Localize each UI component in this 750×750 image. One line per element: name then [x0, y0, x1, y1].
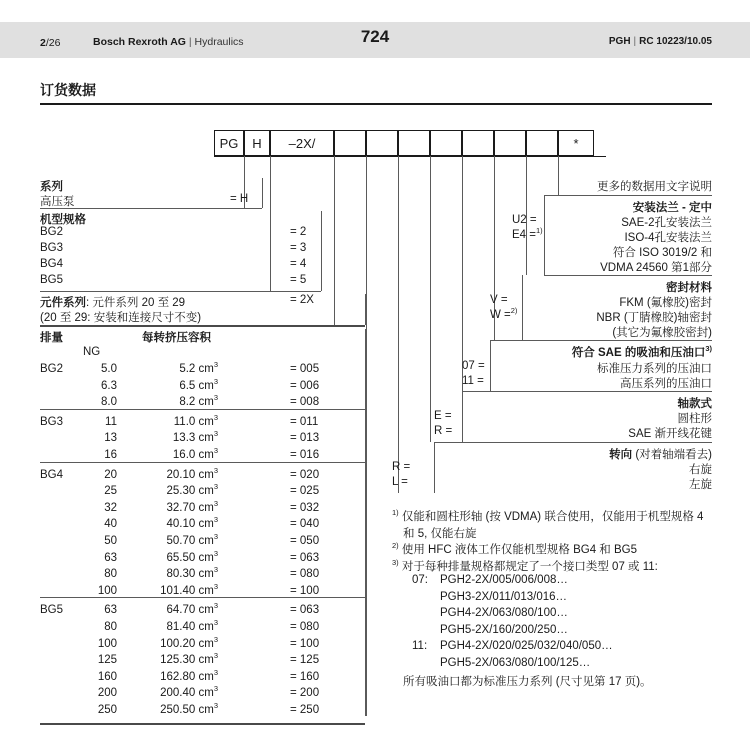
header-doc-reference	[609, 36, 712, 47]
displacement-ng-BG4-4: 50	[104, 535, 117, 547]
ports-label-07: 标准压力系列的压油口	[597, 363, 712, 375]
frame-size-rule	[40, 291, 321, 292]
displacement-ng-BG2-1: 6.3	[101, 379, 117, 392]
mounting-flange-code-U2	[512, 214, 537, 226]
displacement-ng-BG5-2: 100	[97, 637, 117, 650]
displacement-ng-BG4-1: 25	[104, 485, 117, 498]
displacement-volume-BG4-0: 20.10 $cm^3$	[166, 465, 218, 481]
displacement-code-BG3-2: = 016	[290, 449, 320, 461]
mounting-flange-label-E4: ISO-4孔安装法兰	[624, 232, 712, 244]
displacement-ng-BG5-5: 200	[97, 687, 117, 700]
seal-material-left-edge	[522, 275, 523, 340]
component-series-line1	[40, 294, 185, 310]
displacement-volume-BG5-4: 162.80 $cm^3$	[160, 667, 218, 683]
order-code-box-1[interactable]	[244, 130, 270, 156]
displacement-title: 排量	[40, 332, 63, 344]
displacement-volume-BG4-1: 25.30 $cm^3$	[166, 482, 218, 498]
port-detail-value-4: PGH4-2X/020/025/032/040/050…	[440, 640, 613, 652]
component-series-rest: : 元件系列 20 至 29	[86, 297, 186, 309]
ports-code-11: 11 =	[462, 375, 484, 387]
port-detail-value-1: PGH3-2X/011/013/016…	[440, 590, 568, 603]
displacement-ng-BG5-0: 63	[104, 604, 117, 617]
frame-size-code-BG3: = 3	[290, 242, 307, 254]
displacement-volume-BG3-2: 16.0 $cm^3$	[172, 446, 218, 461]
port-detail-code-4: 11:	[412, 640, 428, 652]
displacement-volume-column-title: 每转挤压容积	[142, 332, 211, 344]
displacement-ng-BG3-0: 11	[105, 415, 117, 428]
displacement-code-BG4-5: = 063	[290, 551, 320, 564]
ports-label-11: 高压系列的压油口	[620, 378, 712, 390]
order-code-box-4[interactable]	[366, 130, 398, 156]
displacement-group-rule-BG5	[40, 597, 365, 598]
component-series-line2: (20 至 29: 安装和连接尺寸不变)	[40, 312, 202, 324]
displacement-volume-BG4-5: 65.50 $cm^3$	[166, 548, 218, 564]
port-detail-code-0: 07:	[412, 574, 428, 586]
component-series-rule	[40, 325, 365, 327]
rotation-code-L: L =	[392, 476, 408, 488]
shaft-label-E: 圆柱形	[677, 413, 712, 425]
order-code-box-2-text: –2X/	[288, 135, 316, 151]
mounting-flange-code-U2-text: U2 =	[512, 214, 537, 226]
seal-material-code-V	[490, 294, 508, 306]
displacement-group-label-BG4: BG4	[40, 468, 64, 481]
shaft-code-R: R =	[434, 425, 453, 437]
header-document-code: RC 10223/10.05	[639, 36, 712, 47]
frame-size-code-BG2: = 2	[290, 226, 307, 238]
series-row-code: = H	[230, 193, 249, 205]
shaft-rule	[434, 442, 712, 443]
displacement-code-BG5-0: = 063	[290, 604, 320, 617]
displacement-volume-BG4-6: 80.30 $cm^3$	[166, 565, 218, 581]
order-code-box-7[interactable]	[462, 130, 494, 156]
component-series-box-right-edge	[365, 294, 366, 325]
leader-line-9	[558, 156, 559, 195]
frame-size-code-BG5: = 5	[290, 274, 307, 286]
displacement-ng-BG2-0: 5.0	[101, 363, 117, 375]
seal-material-footnote-ref: 2)	[510, 306, 518, 316]
displacement-ng-BG4-2: 32	[104, 501, 117, 514]
header-right-separator: |	[633, 36, 637, 47]
header-product-code: PGH	[608, 36, 631, 47]
order-code-box-0-text: PG	[219, 135, 239, 151]
port-detail-value-0: PGH2-2X/005/006/008…	[440, 574, 568, 586]
displacement-ng-BG3-1: 13	[104, 432, 117, 445]
displacement-group-rule-BG3	[40, 409, 365, 410]
displacement-ng-BG4-0: 20	[104, 468, 117, 481]
seal-material-code-W	[490, 306, 518, 321]
displacement-ng-BG4-3: 40	[104, 518, 117, 531]
port-detail-value-2: PGH4-2X/063/080/100…	[440, 607, 568, 619]
displacement-group-label-BG3: BG3	[40, 415, 64, 428]
leader-line-3	[366, 156, 367, 716]
displacement-volume-BG5-3: 125.30 $cm^3$	[160, 651, 218, 667]
port-detail-value-5: PGH5-2X/063/080/100/125…	[440, 656, 591, 669]
frame-size-label-BG2: BG2	[40, 226, 64, 238]
seal-material-title: 密封材料	[666, 282, 712, 294]
order-code-strip	[214, 130, 594, 156]
displacement-code-BG4-7: = 100	[290, 584, 320, 597]
section-title: 订货数据	[40, 82, 96, 98]
final-note: 所有吸油口都为标准压力系列 (尺寸见第 17 页)。	[403, 676, 652, 688]
displacement-code-BG5-1: = 080	[290, 621, 320, 633]
displacement-volume-BG5-0: 64.70 $cm^3$	[166, 601, 218, 617]
rotation-title-bold: 转向	[609, 449, 633, 461]
displacement-ng-BG5-6: 250	[97, 704, 117, 716]
header-division: Hydraulics	[194, 36, 244, 48]
displacement-code-BG4-3: = 040	[290, 518, 320, 531]
displacement-code-BG5-2: = 100	[290, 637, 320, 650]
header-company-name: Bosch Rexroth AG	[93, 36, 186, 48]
displacement-code-BG4-6: = 080	[290, 568, 320, 581]
frame-size-title: 机型规格	[40, 214, 86, 226]
port-detail-value-3: PGH5-2X/160/200/250…	[440, 623, 568, 636]
extra-data-text: 更多的数据用文字说明	[597, 181, 712, 193]
order-code-box-0[interactable]	[214, 130, 244, 156]
displacement-volume-BG2-2: 8.2 $cm^3$	[179, 393, 218, 409]
mounting-flange-label-U2: SAE-2孔安装法兰	[621, 217, 712, 229]
mounting-flange-note2: VDMA 24560 第1部分	[600, 262, 712, 274]
rotation-label-R: 右旋	[689, 464, 712, 476]
frame-size-label-BG5: BG5	[40, 274, 64, 286]
seal-material-rule	[490, 340, 712, 341]
displacement-code-BG2-2: = 008	[290, 396, 320, 409]
footnote-1-line-1: $^{1)}$ 仅能和圆柱形轴 (按 VDMA) 联合使用，仅能用于机型规格 4	[392, 508, 704, 523]
displacement-volume-BG4-3: 40.10 $cm^3$	[166, 515, 218, 531]
component-series-bold-label: 元件系列	[40, 297, 86, 309]
displacement-code-BG2-0: = 005	[290, 363, 320, 375]
displacement-code-BG5-4: = 160	[290, 670, 320, 683]
mounting-flange-note1: 符合 ISO 3019/2 和	[612, 247, 712, 259]
displacement-volume-BG5-6: 250.50 $cm^3$	[160, 701, 218, 716]
displacement-ng-BG2-2: 8.0	[101, 396, 117, 409]
shaft-code-E: E =	[434, 410, 452, 422]
displacement-volume-BG5-2: 100.20 $cm^3$	[160, 634, 218, 650]
header-separator: |	[188, 36, 192, 48]
order-code-box-10[interactable]	[558, 130, 594, 156]
seal-material-label-W: NBR (丁腈橡胶)轴密封	[596, 312, 712, 324]
order-code-box-6[interactable]	[430, 130, 462, 156]
mounting-flange-left-edge	[544, 195, 545, 275]
ports-title	[572, 344, 712, 360]
order-code-box-3[interactable]	[334, 130, 366, 156]
displacement-volume-BG4-4: 50.70 $cm^3$	[166, 532, 218, 547]
footnote-1-line-2: 和 5, 仅能右旋	[403, 527, 477, 540]
leader-line-2	[334, 156, 335, 325]
mounting-flange-code-E4	[512, 226, 543, 241]
displacement-volume-BG2-0: 5.2 $cm^3$	[179, 360, 218, 375]
displacement-code-BG4-2: = 032	[290, 501, 320, 514]
displacement-code-BG4-0: = 020	[290, 468, 320, 481]
order-code-box-8[interactable]	[494, 130, 526, 156]
rotation-title-rest: (对着轴端看去)	[632, 449, 712, 461]
header-page-total: /26	[45, 37, 61, 49]
displacement-ng-BG5-4: 160	[97, 670, 117, 683]
rotation-code-R: R =	[392, 461, 411, 473]
shaft-label-R: SAE 渐开线花键	[628, 428, 712, 440]
component-series-code: = 2X	[290, 294, 314, 306]
ports-rule	[462, 391, 712, 392]
ports-left-edge	[490, 340, 491, 391]
leader-line-6	[462, 156, 463, 391]
leader-line-4	[398, 156, 399, 493]
shaft-title: 轴款式	[677, 398, 712, 410]
header-page-number-center: 724	[360, 27, 390, 46]
order-code-underline	[214, 156, 606, 157]
displacement-volume-BG5-1: 81.40 $cm^3$	[166, 618, 218, 633]
rotation-title	[609, 446, 712, 462]
displacement-volume-BG4-2: 32.70 $cm^3$	[166, 498, 218, 514]
seal-material-label-V: FKM (氟橡胶)密封	[619, 297, 712, 309]
order-code-box-5[interactable]	[398, 130, 430, 156]
rotation-left-edge	[434, 442, 435, 493]
displacement-group-label-BG2: BG2	[40, 363, 64, 375]
seal-material-note: (其它为氟橡胶密封)	[612, 327, 712, 339]
footnote-2-line-1: $^{2)}$ 使用 HFC 液体工作仅能机型规格 BG4 和 BG5	[392, 541, 637, 556]
displacement-group-rule-BG4	[40, 462, 365, 463]
order-code-box-1-text: H	[252, 135, 262, 151]
order-code-box-9[interactable]	[526, 130, 558, 156]
ports-title-text: 符合 SAE 的吸油和压油口	[571, 347, 706, 359]
displacement-ng-BG5-1: 80	[104, 621, 117, 633]
footnote-3-line-1: $^{3)}$ 对于每种排量规格都规定了一个接口类型 07 或 11:	[392, 557, 658, 573]
series-box-right-edge	[262, 178, 263, 208]
displacement-code-BG4-1: = 025	[290, 485, 320, 498]
mounting-flange-code-E4-text: E4 =	[512, 229, 536, 241]
mounting-flange-title: 安装法兰 - 定中	[632, 202, 712, 214]
shaft-left-edge	[462, 391, 463, 442]
displacement-ng-BG4-5: 63	[104, 551, 117, 564]
displacement-ng-BG4-6: 80	[104, 568, 117, 581]
order-code-box-10-text: *	[573, 135, 579, 151]
extra-data-rule	[544, 195, 712, 196]
ports-code-07: 07 =	[462, 360, 485, 372]
series-row-label: 高压泵	[40, 196, 75, 208]
displacement-bottom-rule	[40, 723, 365, 725]
displacement-volume-BG4-7: 101.40 $cm^3$	[160, 581, 218, 597]
rotation-label-L: 左旋	[689, 479, 712, 491]
displacement-ng-column-header: NG	[83, 346, 101, 358]
displacement-code-BG4-4: = 050	[290, 535, 320, 547]
mounting-flange-footnote-ref: 1)	[535, 226, 543, 236]
section-title-rule	[40, 103, 712, 105]
displacement-box-right-edge	[365, 329, 366, 716]
displacement-ng-BG4-7: 100	[97, 584, 117, 597]
displacement-volume-BG3-1: 13.3 $cm^3$	[172, 429, 218, 445]
leader-line-1	[270, 156, 271, 291]
displacement-code-BG2-1: = 006	[290, 379, 320, 392]
displacement-code-BG5-6: = 250	[290, 704, 320, 716]
displacement-ng-BG5-3: 125	[97, 654, 117, 667]
series-rule	[40, 208, 262, 209]
header-page-current: 2	[40, 37, 46, 49]
displacement-code-BG3-0: = 011	[290, 415, 319, 428]
frame-size-label-BG3: BG3	[40, 242, 64, 254]
displacement-code-BG3-1: = 013	[290, 432, 320, 445]
displacement-code-BG5-5: = 200	[290, 687, 320, 700]
displacement-volume-BG3-0: 11.0 $cm^3$	[173, 412, 218, 428]
leader-line-5	[430, 156, 431, 442]
displacement-ng-BG3-2: 16	[104, 449, 117, 461]
frame-size-box-right-edge	[321, 211, 322, 291]
displacement-volume-BG5-5: 200.40 $cm^3$	[160, 684, 218, 700]
order-code-box-2[interactable]	[270, 130, 334, 156]
frame-size-code-BG4: = 4	[290, 258, 307, 270]
seal-material-code-V-text: V =	[490, 294, 508, 306]
ports-footnote-ref: 3)	[705, 344, 712, 354]
mounting-flange-rule	[544, 275, 712, 276]
displacement-group-label-BG5: BG5	[40, 604, 64, 617]
seal-material-code-W-text: W =	[490, 309, 511, 321]
series-title: 系列	[40, 181, 63, 193]
displacement-code-BG5-3: = 125	[290, 654, 320, 667]
frame-size-label-BG4: BG4	[40, 258, 64, 270]
displacement-volume-BG2-1: 6.5 $cm^3$	[179, 376, 218, 392]
